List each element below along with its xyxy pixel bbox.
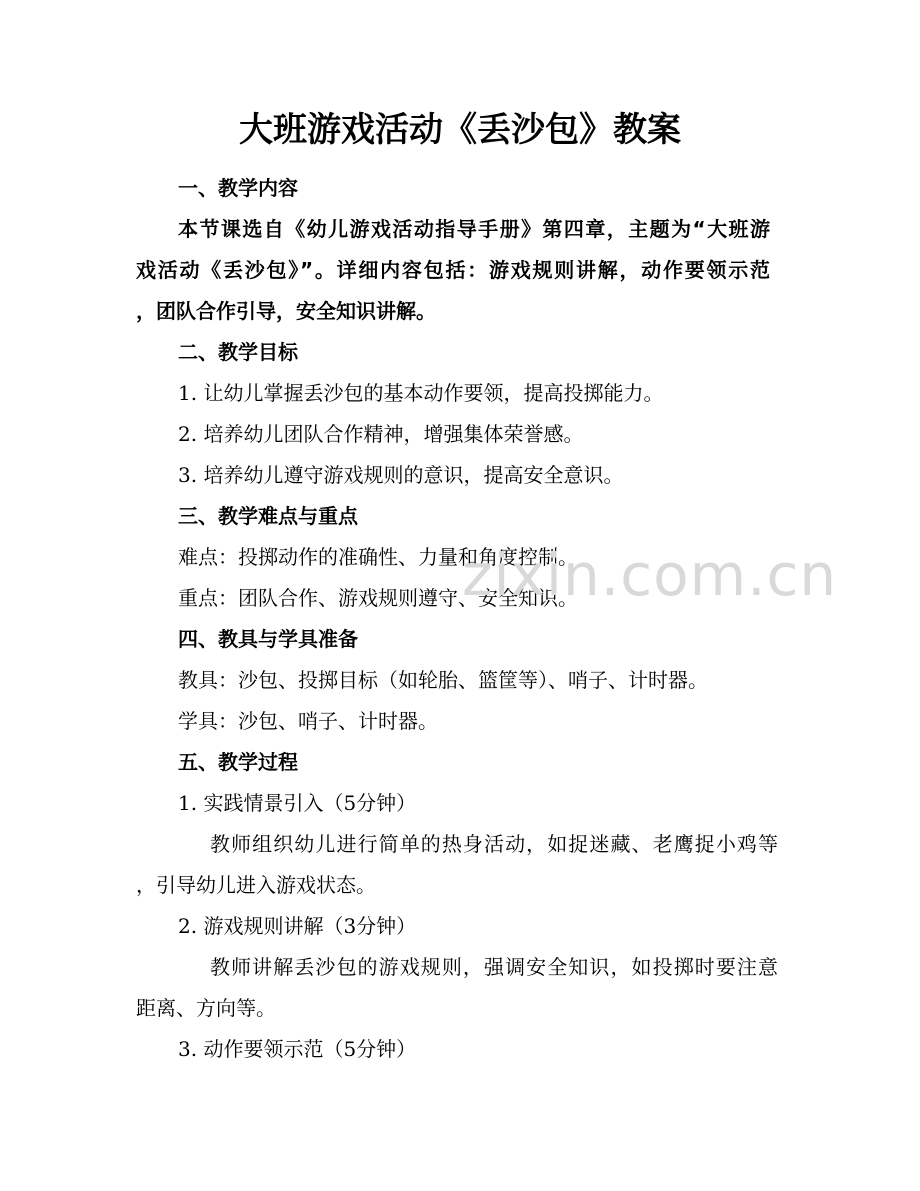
section-heading-process: 五、教学过程 [178, 750, 298, 774]
watermark: zixin.com.cn [462, 541, 838, 609]
section-heading-content: 一、教学内容 [178, 176, 298, 200]
section-heading-materials: 四、教具与学具准备 [178, 627, 358, 651]
step-1-title: 1. 实践情景引入（5分钟） [178, 791, 417, 815]
content-paragraph-line-2: 戏活动《丢沙包》”。详细内容包括：游戏规则讲解，动作要领示范 [136, 258, 770, 282]
section-heading-objectives: 二、教学目标 [178, 340, 298, 364]
objective-item-2: 2. 培养幼儿团队合作精神，增强集体荣誉感。 [178, 422, 584, 446]
step-1-line-2: ，引导幼儿进入游戏状态。 [136, 873, 376, 897]
step-2-title: 2. 游戏规则讲解（3分钟） [178, 914, 417, 938]
step-1-line-1: 教师组织幼儿进行简单的热身活动，如捉迷藏、老鹰捉小鸡等 [210, 832, 778, 856]
key-point-text: 重点：团队合作、游戏规则遵守、安全知识。 [178, 586, 578, 610]
content-paragraph-line-1: 本节课选自《幼儿游戏活动指导手册》第四章，主题为“大班游 [178, 217, 770, 241]
section-heading-difficulty-key: 三、教学难点与重点 [178, 504, 358, 528]
step-2-line-2: 距离、方向等。 [136, 996, 276, 1020]
objective-item-3: 3. 培养幼儿遵守游戏规则的意识，提高安全意识。 [178, 463, 624, 487]
objective-item-1: 1. 让幼儿掌握丢沙包的基本动作要领，提高投掷能力。 [178, 381, 664, 405]
step-2-line-1: 教师讲解丢沙包的游戏规则，强调安全知识，如投掷时要注意 [210, 955, 778, 979]
learning-aids-text: 学具：沙包、哨子、计时器。 [178, 709, 438, 733]
teaching-aids-text: 教具：沙包、投掷目标（如轮胎、篮筐等）、哨子、计时器。 [178, 668, 708, 692]
step-3-title: 3. 动作要领示范（5分钟） [178, 1037, 417, 1061]
difficulty-text: 难点：投掷动作的准确性、力量和角度控制。 [178, 545, 578, 569]
document-title: 大班游戏活动《丢沙包》教案 [239, 110, 681, 150]
content-paragraph-line-3: ，团队合作引导，安全知识讲解。 [136, 299, 436, 323]
